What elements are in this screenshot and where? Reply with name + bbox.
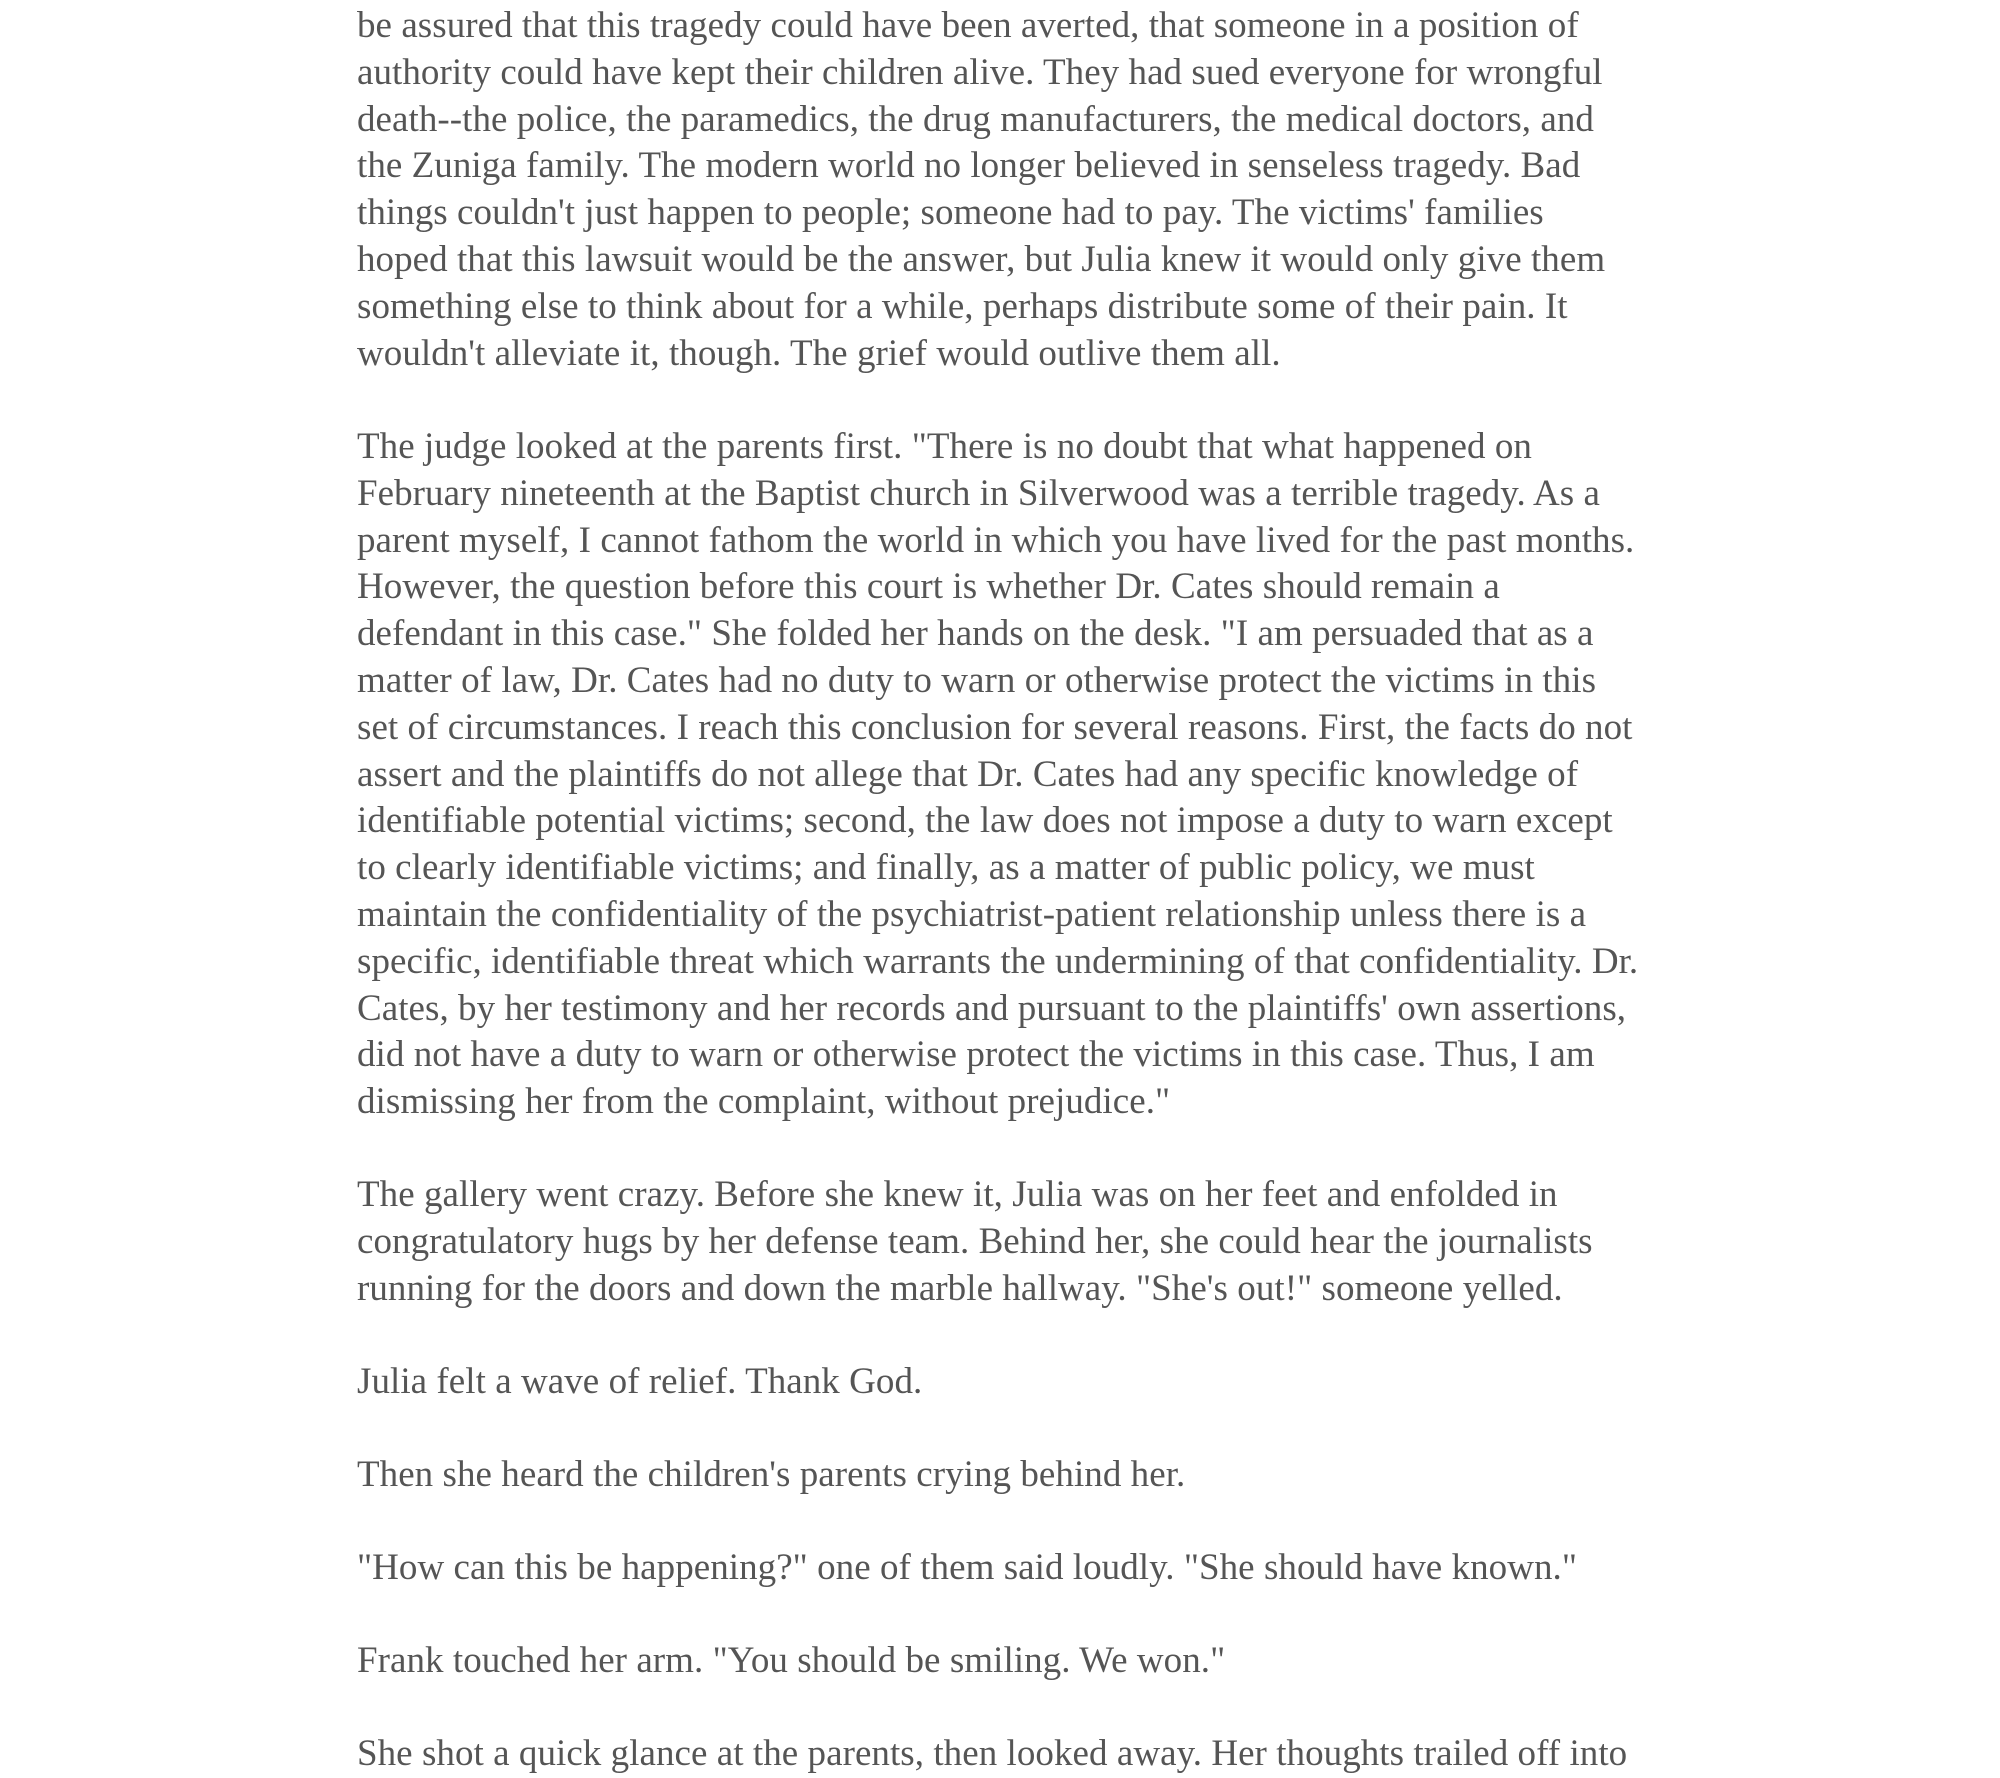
document-page: [357, 0, 1687, 1778]
text-line: matter of law, Dr. Cates had no duty to warn or otherwise protect the victims in this: [357, 659, 1597, 701]
paragraph-5: [357, 1452, 1687, 1499]
text-line: hoped that this lawsuit would be the answer, but Julia knew it would only give them: [357, 238, 1606, 280]
paragraph-8: [357, 1731, 1687, 1778]
text-line: set of circumstances. I reach this conclusion for several reasons. First, the facts do not: [357, 706, 1633, 748]
text-line: Frank touched her arm. "You should be smiling. We won.": [357, 1640, 1226, 1681]
text-line: assert and the plaintiffs do not allege that Dr. Cates had any specific knowledge of: [357, 753, 1579, 795]
text-line: Julia felt a wave of relief. Thank God.: [357, 1361, 923, 1402]
text-line: defendant in this case." She folded her hands on the desk. "I am persuaded that as a: [357, 613, 1594, 655]
text-line: She shot a quick glance at the parents, then looked away. Her thoughts trailed off into: [357, 1733, 1628, 1774]
text-line: to clearly identifiable victims; and finally, as a matter of public policy, we must: [357, 847, 1535, 889]
text-line: dismissing her from the complaint, without prejudice.": [357, 1081, 1171, 1123]
text-line: However, the question before this court is whether Dr. Cates should remain a: [357, 566, 1500, 608]
text-line: running for the doors and down the marble hallway. "She's out!" someone yelled.: [357, 1267, 1563, 1309]
text-line: Cates, by her testimony and her records and pursuant to the plaintiffs' own assertions,: [357, 987, 1627, 1029]
paragraph-3: [357, 1172, 1687, 1312]
text-line: Then she heard the children's parents crying behind her.: [357, 1454, 1186, 1495]
text-line: The gallery went crazy. Before she knew it, Julia was on her feet and enfolded in: [357, 1174, 1558, 1215]
text-line: identifiable potential victims; second, the law does not impose a duty to warn except: [357, 800, 1613, 842]
text-line: maintain the confidentiality of the psychiatrist-patient relationship unless there is a: [357, 893, 1587, 935]
paragraph-4: [357, 1359, 1687, 1406]
text-line: parent myself, I cannot fathom the world in which you have lived for the past months.: [357, 519, 1635, 561]
paragraph-7: [357, 1638, 1687, 1685]
text-line: specific, identifiable threat which warrants the undermining of that confidentiality. Dr.: [357, 940, 1639, 982]
text-line: things couldn't just happen to people; someone had to pay. The victims' families: [357, 192, 1544, 234]
text-line: did not have a duty to warn or otherwise protect the victims in this case. Thus, I am: [357, 1034, 1595, 1076]
paragraph-6: [357, 1545, 1687, 1592]
text-line: be assured that this tragedy could have been averted, that someone in a position of: [357, 5, 1579, 46]
text-line: death--the police, the paramedics, the drug manufacturers, the medical doctors, and: [357, 98, 1594, 140]
text-line: something else to think about for a while, perhaps distribute some of their pain. It: [357, 285, 1568, 327]
paragraph-2: [357, 424, 1687, 1126]
paragraph-1: [357, 3, 1687, 377]
text-line: February nineteenth at the Baptist church in Silverwood was a terrible tragedy. As a: [357, 472, 1600, 514]
text-line: The judge looked at the parents first. "There is no doubt that what happened on: [357, 426, 1532, 467]
text-line: "How can this be happening?" one of them said loudly. "She should have known.": [357, 1547, 1578, 1588]
text-line: authority could have kept their children alive. They had sued everyone for wrongful: [357, 51, 1603, 93]
text-line: congratulatory hugs by her defense team. Behind her, she could hear the journalists: [357, 1220, 1593, 1262]
text-line: wouldn't alleviate it, though. The grief would outlive them all.: [357, 332, 1281, 374]
text-line: the Zuniga family. The modern world no longer believed in senseless tragedy. Bad: [357, 145, 1581, 187]
